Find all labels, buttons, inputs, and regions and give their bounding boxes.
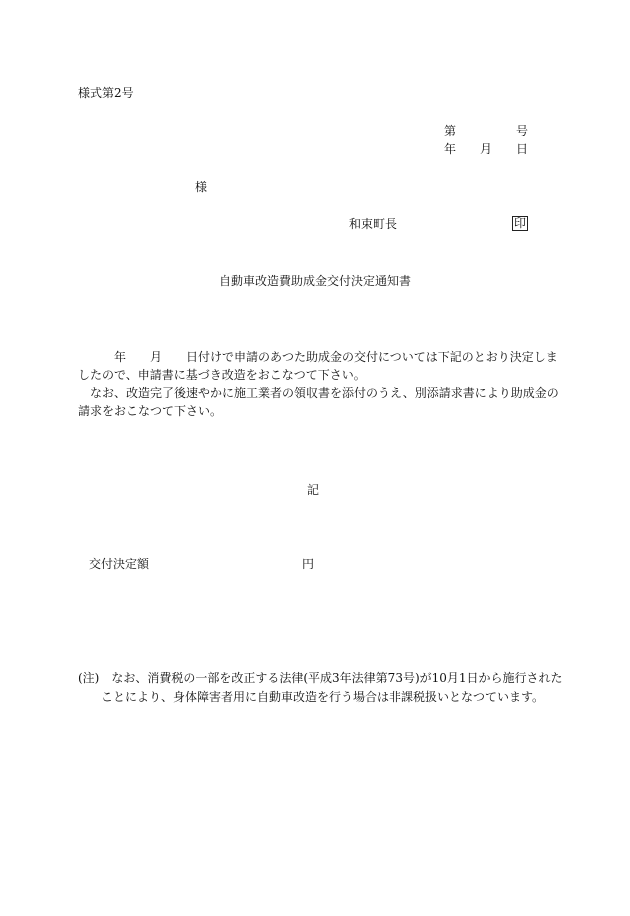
body-paragraph	[78, 348, 558, 420]
reference-number-line: 第 号	[444, 124, 529, 138]
ki-heading: 記	[307, 483, 320, 497]
body-line-1: 年 月 日付けで申請のあつた助成金の交付については下記のとおり決定しま	[78, 350, 558, 364]
body-line-4: 請求をおこなつて下さい。	[78, 404, 223, 418]
note-line-2: ことにより、身体障害者用に自動車改造を行う場合は非課税扱いとなつています。	[101, 690, 545, 704]
seal-mark	[512, 216, 528, 231]
amount-label: 交付決定額	[89, 557, 150, 571]
body-line-2: したので、申請書に基づき改造をおこなつて下さい。	[78, 368, 366, 382]
document-title: 自動車改造費助成金交付決定通知書	[219, 274, 412, 288]
note-line-1: (注) なお、消費税の一部を改正する法律(平成3年法律第73号)が10月1日から施行された	[78, 671, 563, 685]
issuer-name: 和束町長	[349, 217, 398, 231]
seal-box: 印	[514, 216, 527, 230]
date-line: 年 月 日	[444, 142, 529, 156]
amount-unit: 円	[302, 557, 315, 571]
addressee-suffix: 様	[195, 180, 208, 194]
note-block	[78, 669, 568, 707]
body-line-3: なお、改造完了後速やかに施工業者の領収書を添付のうえ、別添請求書により助成金の	[78, 386, 559, 400]
form-number: 様式第2号	[78, 86, 134, 100]
